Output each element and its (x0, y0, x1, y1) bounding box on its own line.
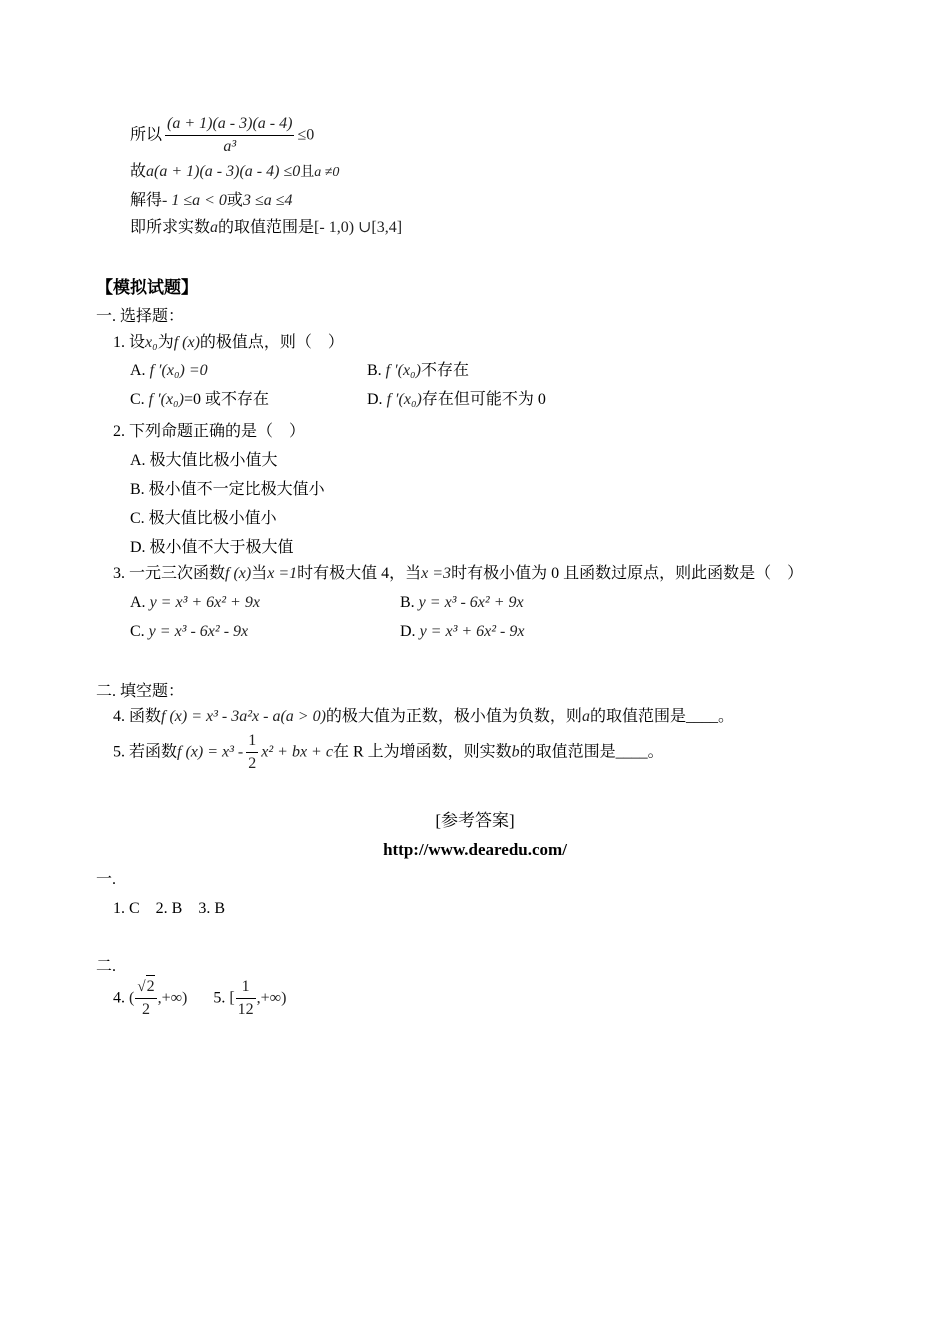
answer-5-den: 12 (237, 1000, 254, 1018)
answer-4-num: √2 (135, 975, 156, 999)
q3-option-b-label: B. (400, 594, 415, 611)
q4-stem (113, 707, 734, 727)
q1-option-c-tail: =0 或不存在 (183, 391, 269, 408)
q1-option-b-tail: 不存在 (420, 362, 469, 379)
solution-l2-prefix: 故 (130, 163, 147, 180)
solution-l3-expr1: - 1 ≤a < 0 (162, 192, 227, 209)
q4-stem-c: 的取值范围是____。 (589, 708, 734, 725)
q3-stem-c: 时有极大值 4，当 (297, 565, 422, 582)
solution-l3-or: 或 (226, 192, 243, 209)
q5-stem-c: 的取值范围是____。 (519, 743, 664, 761)
answers-part1: 1. C 2. B 3. B (113, 900, 226, 917)
q3-stem-d: 时有极小值为 0 且函数过原点，则此函数是（ ） (451, 565, 804, 582)
q1-stem-a: 1. 设 (113, 334, 146, 351)
q5-stem-b: 在 R 上为增函数，则实数 (332, 743, 512, 761)
solution-l1-fraction (165, 113, 294, 158)
solution-line-2 (130, 162, 339, 183)
q3-stem-b: 当 (251, 565, 268, 582)
q3-stem-x1: x =1 (267, 565, 298, 582)
answer-5-num: 1 (236, 976, 256, 999)
q1-option-d-expr: f ′(x₀) (386, 391, 422, 408)
answer-5-tail: ,+∞) (256, 989, 287, 1007)
answer-4-label: 4. (113, 989, 125, 1007)
q3-option-d (400, 622, 524, 642)
q5-fraction-num: 1 (246, 730, 258, 753)
q2-stem: 2. 下列命题正确的是（ ） (113, 423, 306, 440)
q1-stem-b: 为 (157, 334, 174, 351)
q1-stem-c: 的极值点，则（ ） (199, 334, 344, 351)
q1-option-d-label: D. (367, 391, 383, 408)
q5-stem (113, 730, 664, 775)
q3-option-d-label: D. (400, 623, 416, 640)
q1-option-c-expr: f ′(x₀) (148, 391, 184, 408)
answer-4-den: 2 (141, 1001, 150, 1019)
answers-part2 (113, 975, 286, 1021)
solution-l4-var: a (210, 219, 219, 236)
solution-l1-numerator: (a + 1)(a - 3)(a - 4) (165, 113, 294, 136)
answers-part1-label: 一. (96, 871, 117, 888)
q5-expr-a: f (x) = x³ - (177, 743, 244, 761)
q1-option-c-label: C. (130, 391, 145, 408)
solution-l2-expr: a(a + 1)(a - 3)(a - 4) ≤0 (146, 163, 301, 180)
q3-option-a (130, 593, 260, 613)
q5-fraction-den: 2 (248, 755, 257, 772)
solution-l1-suffix: ≤0 (297, 126, 315, 144)
q3-option-c-label: C. (130, 623, 145, 640)
answer-5-open: [ (229, 989, 235, 1007)
q5-fraction (246, 730, 258, 775)
answers-title: [参考答案] (435, 811, 515, 830)
q1-stem-var: x₀ (145, 334, 158, 351)
q3-option-c (130, 622, 248, 642)
q4-stem-a: 4. 函数 (113, 708, 162, 725)
answer-4-open: ( (129, 989, 135, 1007)
solution-line-1 (130, 113, 314, 158)
q1-option-c (130, 390, 269, 410)
q3-stem (113, 564, 803, 584)
q1-option-b (367, 361, 469, 381)
q4-var: a (581, 708, 590, 725)
q5-var: b (511, 743, 520, 761)
q1-option-a (130, 361, 208, 381)
q5-expr-b: x² + bx + c (261, 743, 333, 761)
q3-stem-a: 3. 一元三次函数 (113, 565, 226, 582)
q3-option-a-label: A. (130, 594, 146, 611)
q2-option-b: B. 极小值不一定比极大值小 (130, 481, 325, 498)
q3-stem-f: f (x) (225, 565, 252, 582)
q4-stem-b: 的极大值为正数，极小值为负数，则 (325, 708, 582, 725)
solution-l3-expr2: 3 ≤a ≤4 (242, 192, 293, 209)
q4-expr: f (x) = x³ - 3a²x - a(a > 0) (161, 708, 326, 725)
answers-part2-label: 二. (96, 958, 117, 975)
part1-heading: 一. 选择题： (96, 308, 185, 325)
q1-stem-f: f (x) (173, 334, 200, 351)
answer-5-fraction (236, 976, 256, 1021)
solution-line-4 (130, 218, 402, 238)
section-title: 【模拟试题】 (96, 278, 198, 297)
solution-l1-prefix: 所以 (130, 126, 163, 144)
q1-option-a-label: A. (130, 362, 146, 379)
q1-option-b-label: B. (367, 362, 382, 379)
part2-heading: 二. 填空题： (96, 683, 185, 700)
solution-l1-denominator: a³ (223, 138, 237, 155)
answer-4-tail: ,+∞) (157, 989, 188, 1007)
answer-5-label: 5. (213, 989, 226, 1007)
q3-option-d-expr: y = x³ + 6x² - 9x (419, 623, 525, 640)
solution-l3-prefix: 解得 (130, 192, 163, 209)
q2-option-c: C. 极大值比极小值小 (130, 510, 277, 527)
q1-option-d-tail: 存在但可能不为 0 (421, 391, 546, 408)
q2-option-d: D. 极小值不大于极大值 (130, 539, 294, 556)
q3-option-a-expr: y = x³ + 6x² + 9x (149, 594, 260, 611)
q1-option-a-expr: f ′(x₀) =0 (149, 362, 208, 379)
solution-l2-cond: a ≠0 (314, 165, 340, 180)
solution-l4-prefix: 即所求实数 (130, 219, 211, 236)
answer-4-fraction (135, 975, 156, 1021)
q1-option-d (367, 390, 546, 410)
solution-l4-range: [- 1,0) ∪[3,4] (314, 219, 403, 236)
answer-4-sqrt: 2 (146, 975, 155, 998)
solution-l2-and: 且 (300, 165, 315, 180)
answers-url[interactable]: http://www.dearedu.com/ (383, 840, 567, 859)
q1-option-b-expr: f ′(x₀) (385, 362, 421, 379)
q3-option-c-expr: y = x³ - 6x² - 9x (148, 623, 249, 640)
q1-stem (113, 333, 344, 353)
q5-stem-a: 5. 若函数 (113, 743, 178, 761)
solution-line-3 (130, 191, 293, 211)
q2-option-a: A. 极大值比极小值大 (130, 452, 278, 469)
q3-option-b (400, 593, 524, 613)
solution-l4-mid: 的取值范围是 (218, 219, 315, 236)
q3-stem-x2: x =3 (421, 565, 452, 582)
q3-option-b-expr: y = x³ - 6x² + 9x (418, 594, 524, 611)
